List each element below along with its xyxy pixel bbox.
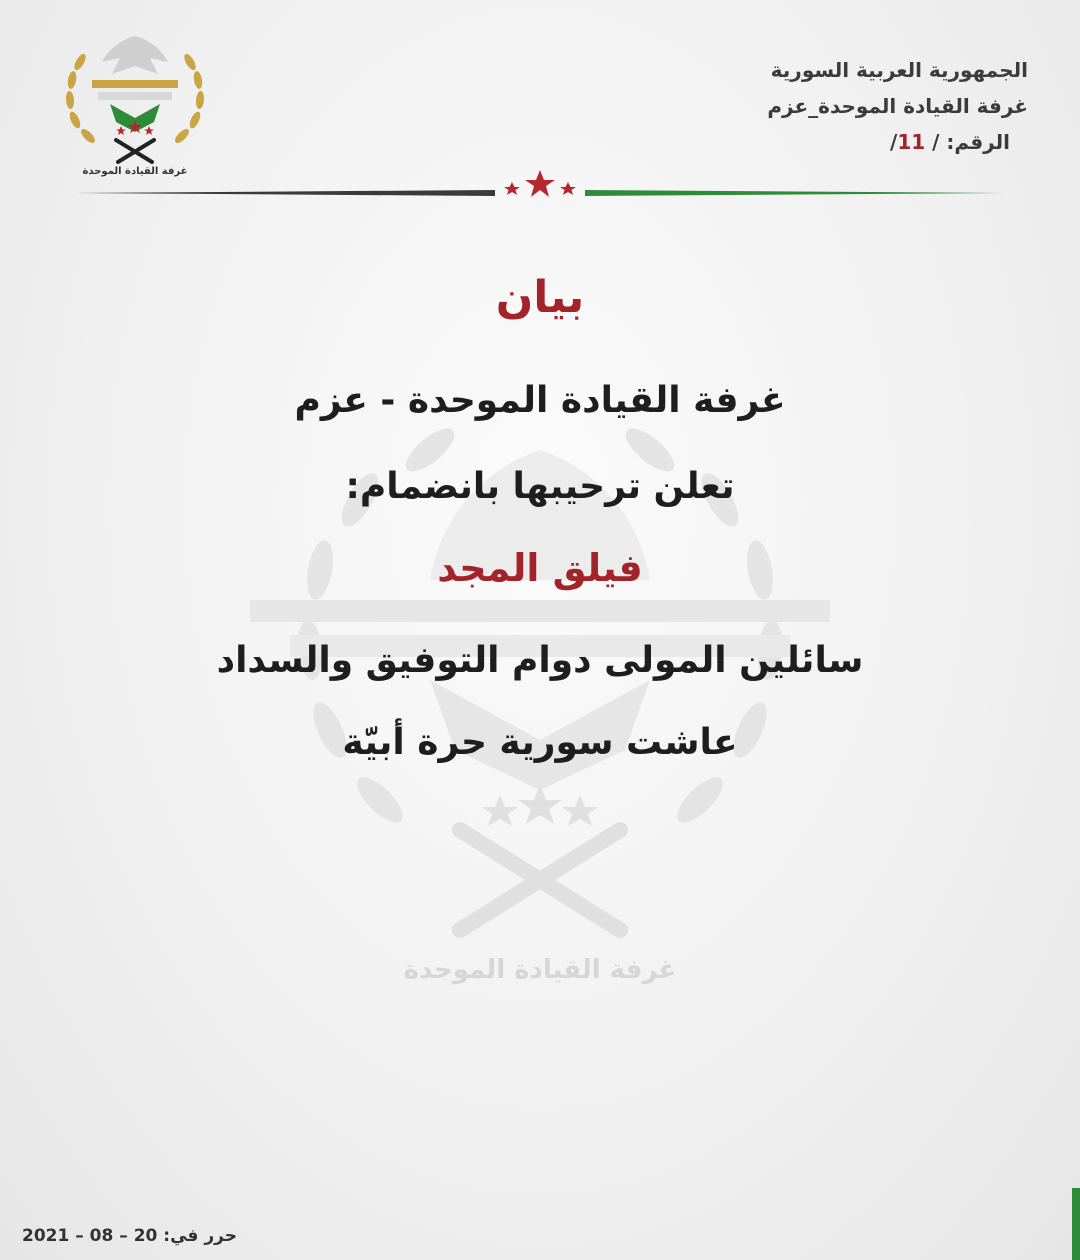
document-header [668,52,1028,160]
number-suffix: / [890,130,898,154]
issue-date [22,1226,237,1246]
emblem-icon [50,22,220,167]
statement-line-1: غرفة القيادة الموحدة - عزم [294,380,786,421]
statement-highlight: فيلق المجد [437,546,643,590]
country-name: الجمهورية العربية السورية [770,58,1028,82]
statement-line-2: تعلن ترحيبها بانضمام: [345,466,735,507]
header-divider [0,168,1080,208]
reference-number [668,124,1028,160]
statement-title: بيان [495,272,585,323]
number-value: 11 [897,130,926,154]
date-value: 20 – 08 – 2021 [22,1226,158,1246]
organization-name: غرفة القيادة الموحدة_عزم [767,94,1028,118]
date-label: حرر في: [163,1226,237,1246]
organization-logo [50,22,220,182]
number-label: الرقم: [946,130,1010,154]
watermark-caption: غرفة القيادة الموحدة [403,955,677,985]
number-prefix: / [932,130,940,154]
page-edge-accent [1072,1188,1080,1260]
logo-caption: غرفة القيادة الموحدة [82,166,188,177]
statement-line-5: عاشت سورية حرة أبيّة [342,722,738,763]
statement-line-4: سائلين المولى دوام التوفيق والسداد [216,640,864,681]
